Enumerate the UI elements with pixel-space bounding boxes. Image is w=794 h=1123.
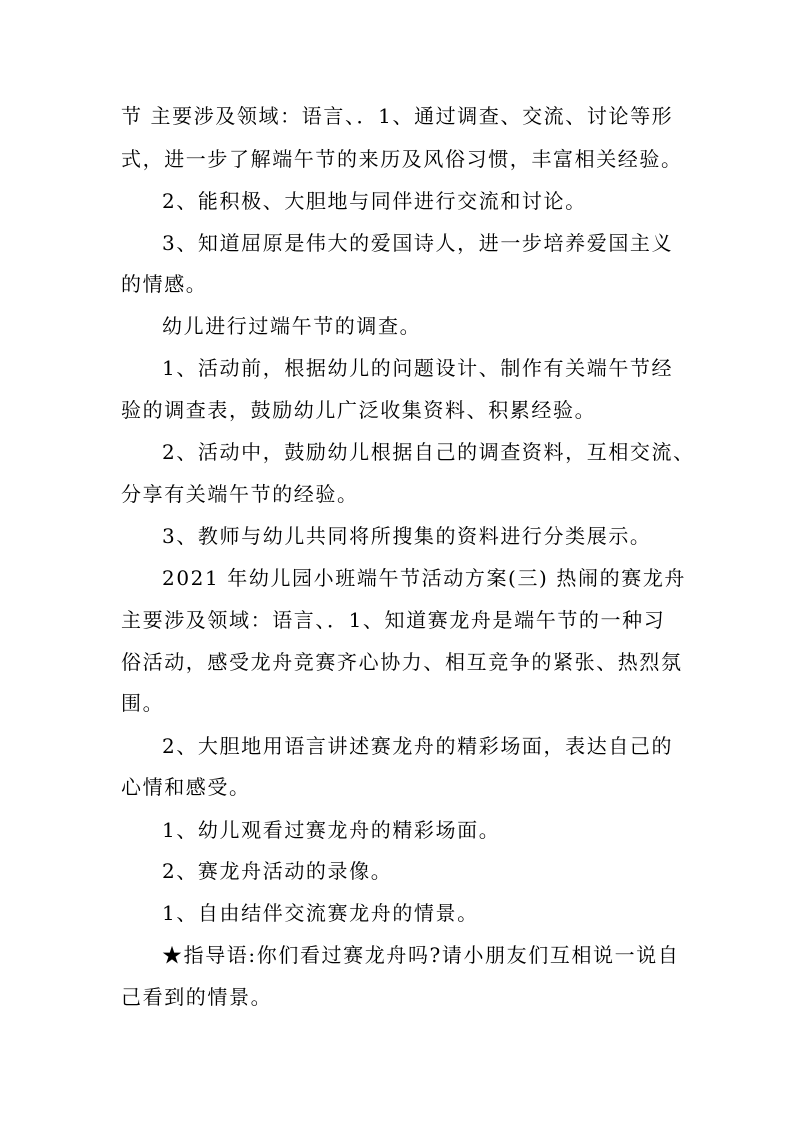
text-line: ★指导语:你们看过赛龙舟吗?请小朋友们互相说一说自 <box>162 943 680 967</box>
text-line: 2、大胆地用语言讲述赛龙舟的精彩场面，表达自己的 <box>162 734 674 758</box>
text-line: 3、知道屈原是伟大的爱国诗人，进一步培养爱国主义 <box>162 231 674 255</box>
text-line: 俗活动，感受龙舟竞赛齐心协力、相互竞争的紧张、热烈氛 <box>121 650 683 674</box>
text-line: 式，进一步了解端午节的来历及风俗习惯，丰富相关经验。 <box>121 147 683 171</box>
text-line: 3、教师与幼儿共同将所搜集的资料进行分类展示。 <box>162 524 652 548</box>
text-line: 节 主要涉及领域：语言、．1、通过调查、交流、讨论等形 <box>121 104 674 128</box>
text-line: 心情和感受。 <box>121 775 251 799</box>
text-line: 2、能积极、大胆地与同伴进行交流和讨论。 <box>162 189 587 213</box>
text-line: 2、赛龙舟活动的录像。 <box>162 859 393 883</box>
text-line: 1、活动前，根据幼儿的问题设计、制作有关端午节经 <box>162 356 674 380</box>
text-line: 围。 <box>121 691 165 715</box>
text-line: 分享有关端午节的经验。 <box>121 482 359 506</box>
text-line: 主要涉及领域：语言、．1、知道赛龙舟是端午节的一种习 <box>121 608 666 632</box>
text-line: 2、活动中，鼓励幼儿根据自己的调查资料，互相交流、 <box>162 440 695 464</box>
text-line: 的情感。 <box>121 272 208 296</box>
text-line: 己看到的情景。 <box>121 985 273 1009</box>
text-line: 幼儿进行过端午节的调查。 <box>162 314 422 338</box>
text-line: 2021 年幼儿园小班端午节活动方案(三) 热闹的赛龙舟 <box>162 566 687 590</box>
text-line: 验的调查表，鼓励幼儿广泛收集资料、积累经验。 <box>121 398 597 422</box>
text-line: 1、幼儿观看过赛龙舟的精彩场面。 <box>162 818 501 842</box>
text-line: 1、自由结伴交流赛龙舟的情景。 <box>162 901 479 925</box>
